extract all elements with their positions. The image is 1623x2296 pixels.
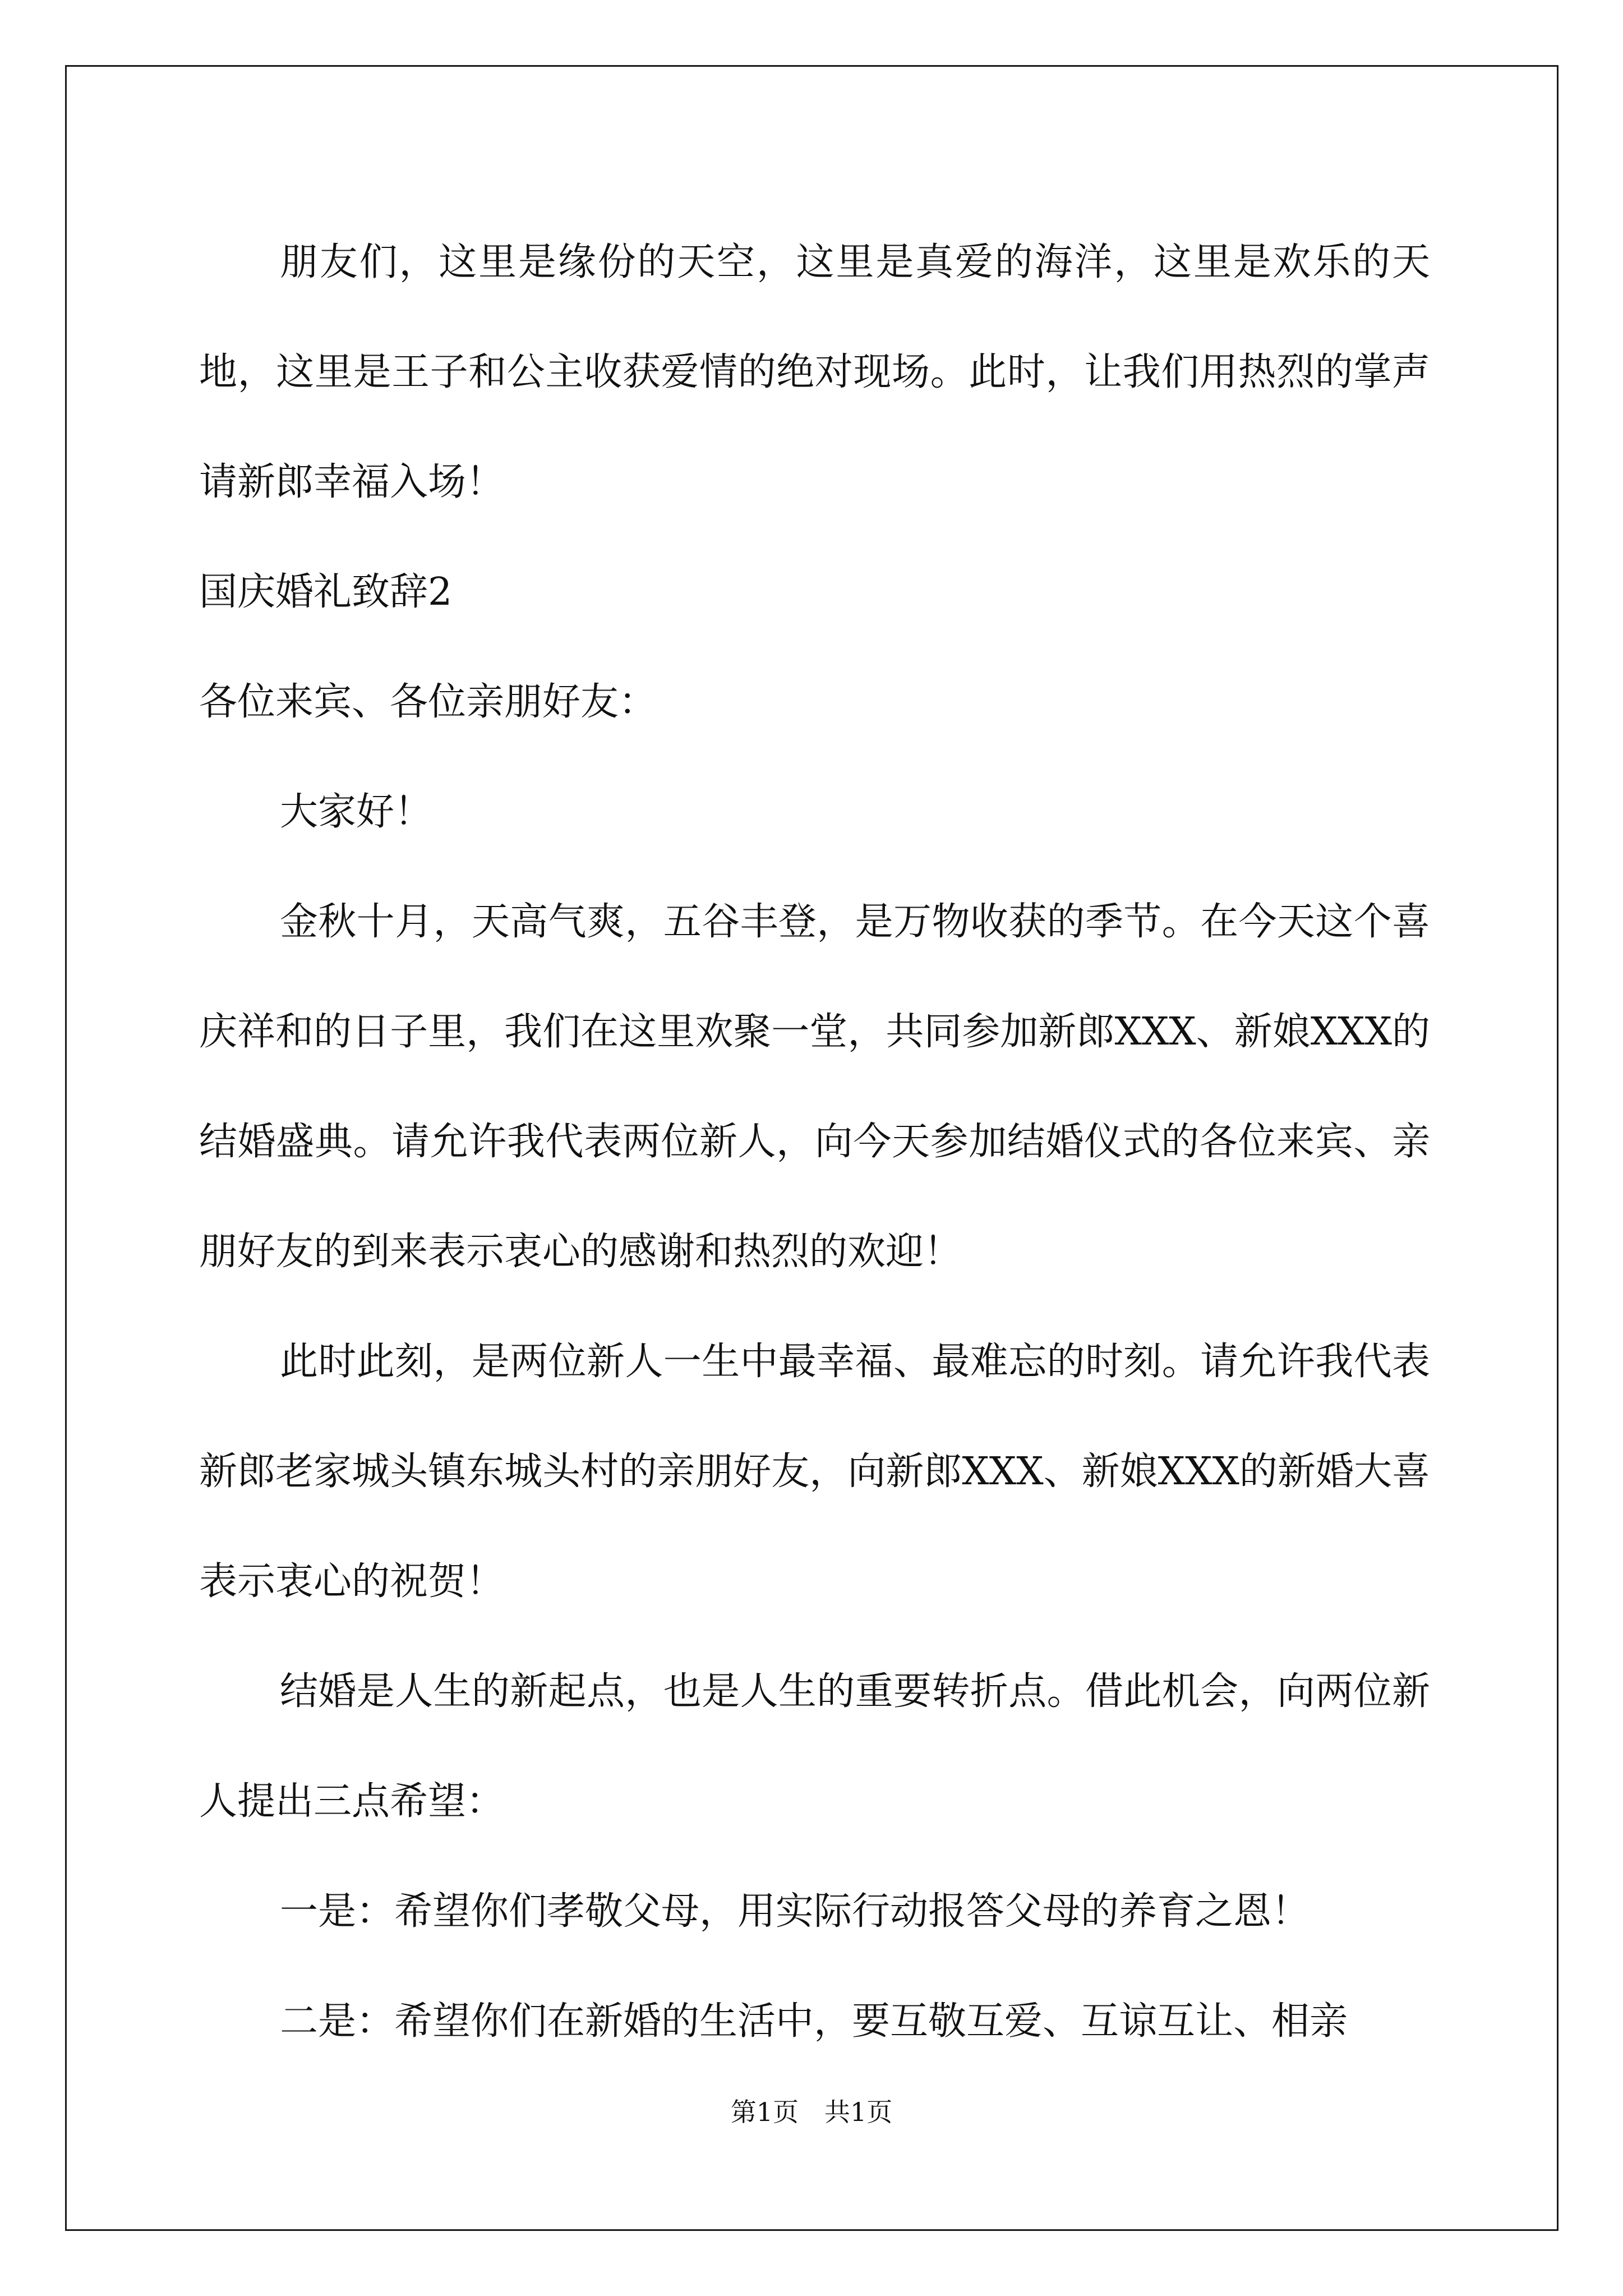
page-number: 第1页 共1页 xyxy=(730,2097,893,2127)
document-body xyxy=(199,208,1430,2077)
paragraph: 此时此刻，是两位新人一生中最幸福、最难忘的时刻。请允许我代表新郎老家城头镇东城头村的亲朋好友，向新郎XXX、新娘XXX的新婚大喜表示衷心的祝贺！ xyxy=(199,1340,1430,1604)
paragraph: 二是：希望你们在新婚的生活中，要互敬互爱、互谅互让、相亲 xyxy=(280,1999,1348,2044)
paragraph: 朋友们，这里是缘份的天空，这里是真爱的海洋，这里是欢乐的天地，这里是王子和公主收获爱情的绝对现场。此时，让我们用热烈的掌声请新郎幸福入场！ xyxy=(199,240,1430,504)
paragraph: 结婚是人生的新起点，也是人生的重要转折点。借此机会，向两位新人提出三点希望： xyxy=(199,1669,1430,1824)
page-footer xyxy=(0,2095,1623,2129)
paragraph: 金秋十月，天高气爽，五谷丰登，是万物收获的季节。在今天这个喜庆祥和的日子里，我们在这里欢聚一堂，共同参加新郎XXX、新娘XXX的结婚盛典。请允许我代表两位新人，向今天参加结婚仪式的各位来宾、亲朋好友的到来表示衷心的感谢和热烈的欢迎！ xyxy=(199,900,1430,1274)
paragraph: 大家好！ xyxy=(280,790,433,834)
section-title: 国庆婚礼致辞2 xyxy=(199,570,453,614)
salutation: 各位来宾、各位亲朋好友： xyxy=(199,680,657,724)
paragraph: 一是：希望你们孝敬父母，用实际行动报答父母的养育之恩！ xyxy=(280,1889,1310,1934)
